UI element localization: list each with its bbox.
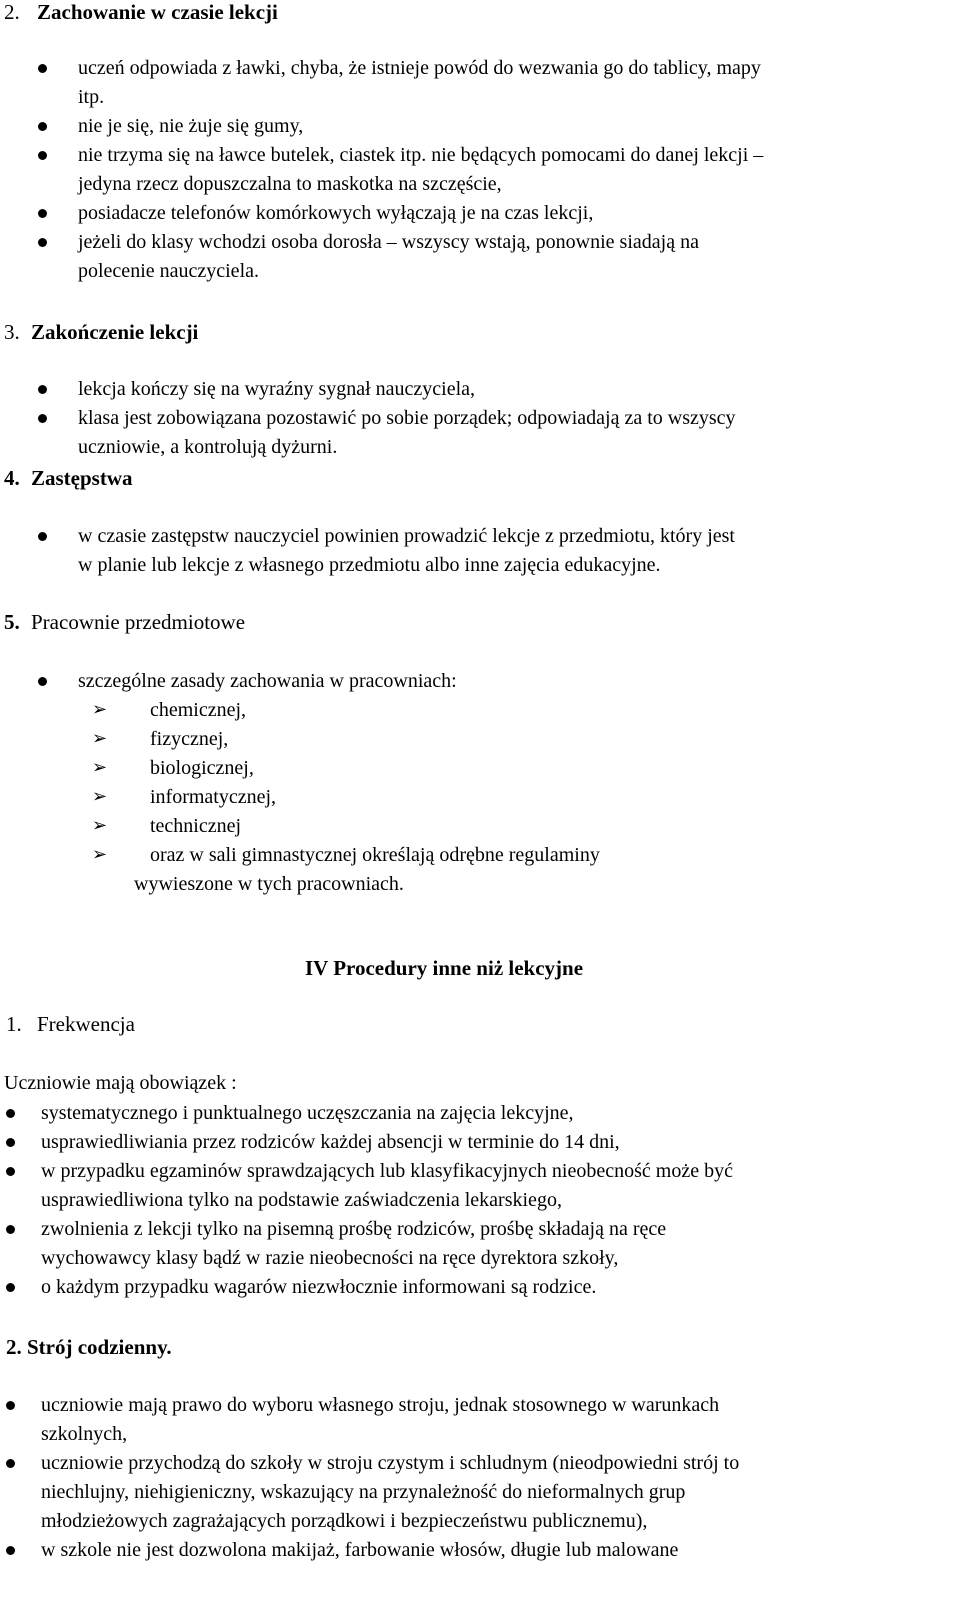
list-item: posiadacze telefonów komórkowych wyłączają je na czas lekcji,	[78, 202, 594, 224]
bullet-icon	[38, 64, 47, 73]
section-heading-3: 3. Zakończenie lekcji	[4, 320, 199, 344]
section-title: Zastępstwa	[31, 466, 133, 490]
bullet-icon	[6, 1401, 15, 1410]
list-item: szczególne zasady zachowania w pracowniach:	[78, 670, 457, 692]
list-item: jeżeli do klasy wchodzi osoba dorosła – wszyscy wstają, ponownie siadają na	[78, 231, 699, 253]
bullet-icon	[6, 1459, 15, 1468]
paragraph-intro: Uczniowie mają obowiązek :	[4, 1072, 237, 1094]
list-item: w szkole nie jest dozwolona makijaż, farbowanie włosów, długie lub malowane	[41, 1539, 679, 1561]
sub-item: fizycznej,	[150, 728, 229, 750]
list-item: uczeń odpowiada z ławki, chyba, że istnieje powód do wezwania go do tablicy, mapy	[78, 57, 761, 79]
section-title: Frekwencja	[37, 1012, 135, 1036]
list-item: lekcja kończy się na wyraźny sygnał nauczyciela,	[78, 378, 476, 400]
section-heading-4: 4. Zastępstwa	[4, 466, 133, 490]
bullet-icon	[6, 1167, 15, 1176]
bullet-icon	[6, 1283, 15, 1292]
bullet-icon	[6, 1109, 15, 1118]
arrow-bullet-icon: ➢	[92, 699, 108, 720]
list-item-cont: w planie lub lekcje z własnego przedmiotu albo inne zajęcia edukacyjne.	[78, 554, 661, 576]
bullet-icon	[38, 238, 47, 247]
list-item: uczniowie przychodzą do szkoły w stroju czystym i schludnym (nieodpowiedni strój to	[41, 1452, 740, 1474]
arrow-bullet-icon: ➢	[92, 844, 108, 865]
list-item-cont: wychowawcy klasy bądź w razie nieobecności na ręce dyrektora szkoły,	[41, 1247, 619, 1269]
list-item-cont: niechlujny, niehigieniczny, wskazujący na przynależność do nieformalnych grup	[41, 1481, 686, 1503]
sub-item: informatycznej,	[150, 786, 277, 808]
sub-item: chemicznej,	[150, 699, 247, 721]
list-item-cont: polecenie nauczyciela.	[78, 260, 259, 282]
section-title: Zakończenie lekcji	[31, 320, 199, 344]
bullet-icon	[38, 209, 47, 218]
list-item: nie trzyma się na ławce butelek, ciastek itp. nie będących pomocami do danej lekcji –	[78, 144, 764, 166]
bullet-icon	[38, 532, 47, 541]
arrow-bullet-icon: ➢	[92, 757, 108, 778]
list-item: systematycznego i punktualnego uczęszczania na zajęcia lekcyjne,	[41, 1102, 574, 1124]
bullet-icon	[6, 1225, 15, 1234]
bullet-icon	[38, 151, 47, 160]
arrow-bullet-icon: ➢	[92, 786, 108, 807]
bullet-icon	[38, 414, 47, 423]
sub-item: technicznej	[150, 815, 242, 837]
list-item: o każdym przypadku wagarów niezwłocznie informowani są rodzice.	[41, 1276, 597, 1298]
list-item: zwolnienia z lekcji tylko na pisemną prośbę rodziców, prośbę składają na ręce	[41, 1218, 667, 1240]
section-title: Zachowanie w czasie lekcji	[37, 0, 278, 24]
chapter-title: IV Procedury inne niż lekcyjne	[305, 956, 584, 980]
list-item: klasa jest zobowiązana pozostawić po sobie porządek; odpowiadają za to wszyscy	[78, 407, 736, 429]
section-heading-5: 5. Pracownie przedmiotowe	[4, 610, 246, 634]
list-item-cont: uczniowie, a kontrolują dyżurni.	[78, 436, 338, 458]
list-item: uczniowie mają prawo do wyboru własnego stroju, jednak stosownego w warunkach	[41, 1394, 720, 1416]
sub-item: oraz w sali gimnastycznej określają odrębne regulaminy	[150, 844, 600, 866]
section-heading-stroj: 2. Strój codzienny.	[6, 1335, 172, 1359]
section-heading-frekwencja: 1. Frekwencja	[6, 1012, 135, 1036]
bullet-icon	[6, 1138, 15, 1147]
arrow-bullet-icon: ➢	[92, 815, 108, 836]
list-item: w przypadku egzaminów sprawdzających lub klasyfikacyjnych nieobecność może być	[41, 1160, 733, 1182]
list-item-cont: jedyna rzecz dopuszczalna to maskotka na szczęście,	[78, 173, 502, 195]
bullet-icon	[6, 1546, 15, 1555]
sub-item-cont: wywieszone w tych pracowniach.	[134, 873, 404, 895]
arrow-bullet-icon: ➢	[92, 728, 108, 749]
bullet-icon	[38, 677, 47, 686]
list-item: w czasie zastępstw nauczyciel powinien prowadzić lekcje z przedmiotu, który jest	[78, 525, 735, 547]
list-item-cont: usprawiedliwiona tylko na podstawie zaświadczenia lekarskiego,	[41, 1189, 562, 1211]
sub-item: biologicznej,	[150, 757, 254, 779]
list-item: nie je się, nie żuje się gumy,	[78, 115, 304, 137]
bullet-icon	[38, 385, 47, 394]
section-title: Pracownie przedmiotowe	[31, 610, 246, 634]
list-item-cont: szkolnych,	[41, 1423, 128, 1445]
section-heading-2: 2. Zachowanie w czasie lekcji	[4, 0, 278, 24]
bullet-icon	[38, 122, 47, 131]
list-item-cont: młodzieżowych zagrażających porządkowi i bezpieczeństwu publicznemu),	[41, 1510, 648, 1532]
list-item: usprawiedliwiania przez rodziców każdej absencji w terminie do 14 dni,	[41, 1131, 620, 1153]
list-item-cont: itp.	[78, 86, 105, 108]
